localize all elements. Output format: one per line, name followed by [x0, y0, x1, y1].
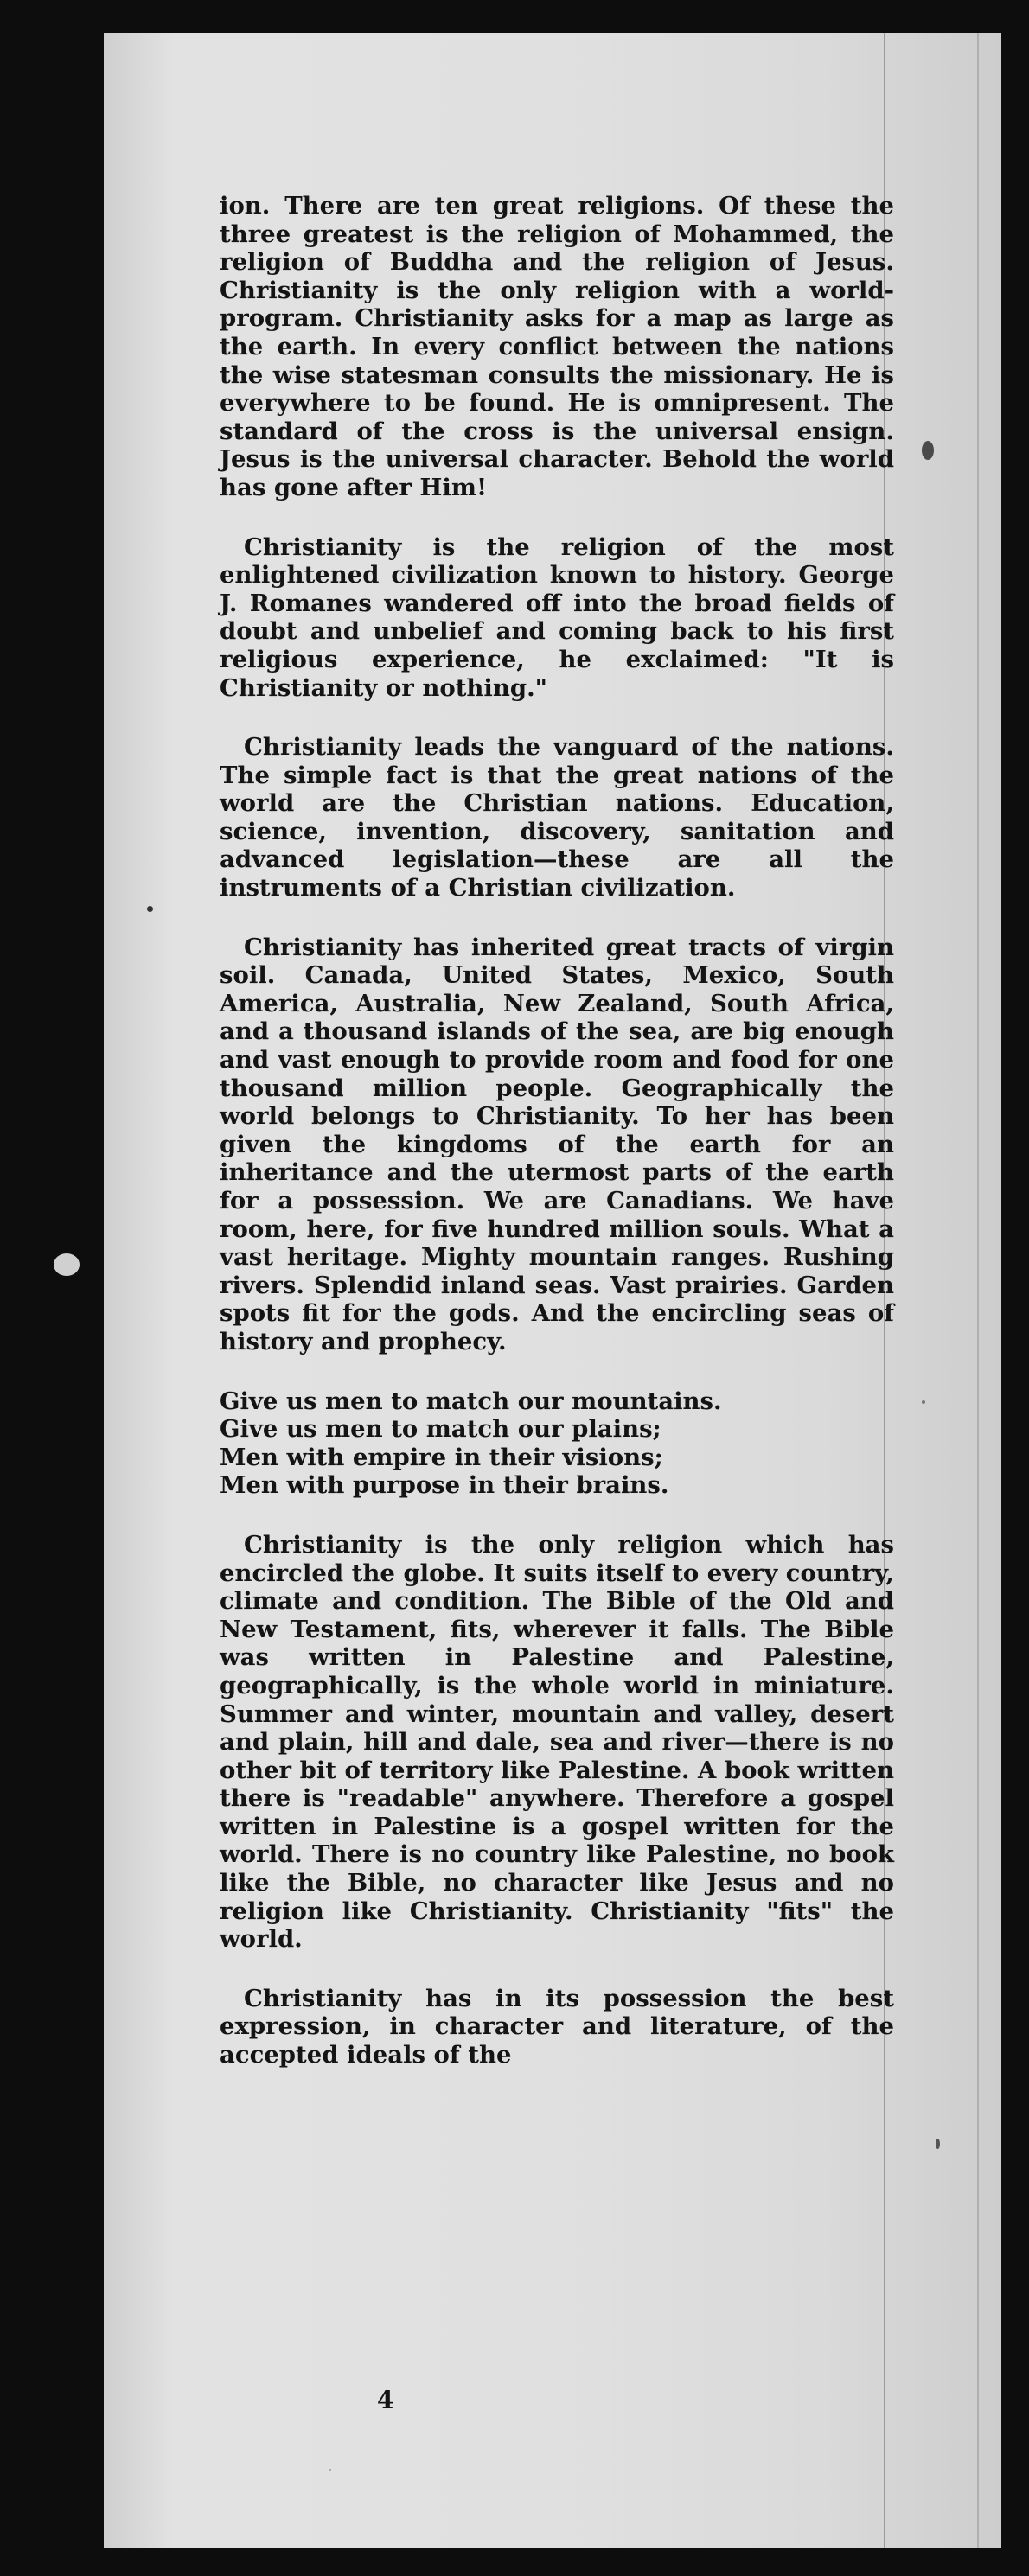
paragraph-encircled-globe: Christianity is the only religion which has encircled the globe. It suits itself to every country, climate and condition. The Bible of the Old and New Testament, fits, wherever it falls. The Bible was written in Palestine and Palestine, geographically, is the whole world in miniature. Summer and winter, mountain and valley, desert and plain, hill and dale, sea and river—there is no other bit of territory like Palestine. A book written there is "readable" anywhere. Therefore a gospel written in Palestine is a gospel written for the world. There is no country like Palestine, no book like the Bible, no character like Jesus and no religion like Christianity. Christianity "fits" the world. — [220, 1530, 894, 1954]
scan-border-left — [0, 0, 104, 2576]
paragraph-best-expression: Christianity has in its possession the best expression, in character and literature, of the accepted ideals of the — [220, 1984, 894, 2069]
scan-border-bottom — [0, 2548, 1029, 2576]
poem-stanza — [220, 1387, 894, 1500]
scan-speck — [922, 441, 934, 460]
page-edge-line — [977, 33, 979, 2548]
scan-speck — [936, 2139, 940, 2149]
paragraph-virgin-soil: Christianity has inherited great tracts of virgin soil. Canada, United States, Mexico, South America, Australia, New Zealand, South Africa, and a thousand islands of the sea, are big enough and vast enough to provide room and food for one thousand million people. Geographically the world belongs to Christianity. To her has been given the kingdoms of the earth for an inheritance and the utermost parts of the earth for a possession. We are Canadians. We have room, here, for five hundred million souls. What a vast heritage. Mighty mountain ranges. Rushing rivers. Splendid inland seas. Vast prairies. Garden spots fit for the gods. And the encircling seas of history and prophecy. — [220, 933, 894, 1355]
paragraph-vanguard-of-nations: Christianity leads the vanguard of the nations. The simple fact is that the great nations of the world are the Christian nations. Education, science, invention, discovery, sanitation and advanced legislation—these are all the instruments of a Christian civilization. — [220, 733, 894, 902]
poem-line: Men with purpose in their brains. — [220, 1471, 669, 1500]
poem-line: Give us men to match our mountains. — [220, 1387, 722, 1415]
paragraph-enlightened-civilization: Christianity is the religion of the most enlightened civilization known to history. George J. Romanes wandered off into the broad fields of doubt and unbelief and coming back to his first religious experience, he exclaimed: "It is Christianity or nothing." — [220, 532, 894, 702]
scan-speck — [147, 906, 153, 912]
poem-line: Men with empire in their visions; — [220, 1443, 663, 1471]
scan-speck — [922, 1400, 925, 1404]
poem-line: Give us men to match our plains; — [220, 1415, 662, 1444]
scan-speck — [54, 1253, 80, 1276]
scan-border-right — [1001, 0, 1029, 2576]
scan-speck — [329, 2469, 331, 2471]
paragraph-world-religions: ion. There are ten great religions. Of these the three greatest is the religion of Mohammed, the religion of Buddha and the religion of Jesus. Christianity is the only religion with a world-program. Christianity asks for a map as large as the earth. In every conflict between the nations the wise statesman consults the missionary. He is everywhere to be found. He is omnipresent. The standard of the cross is the universal ensign. Jesus is the universal character. Behold the world has gone after Him! — [220, 192, 894, 501]
page-number: 4 — [377, 2386, 394, 2414]
scan-border-top — [0, 0, 1029, 33]
article-column — [220, 192, 894, 2101]
